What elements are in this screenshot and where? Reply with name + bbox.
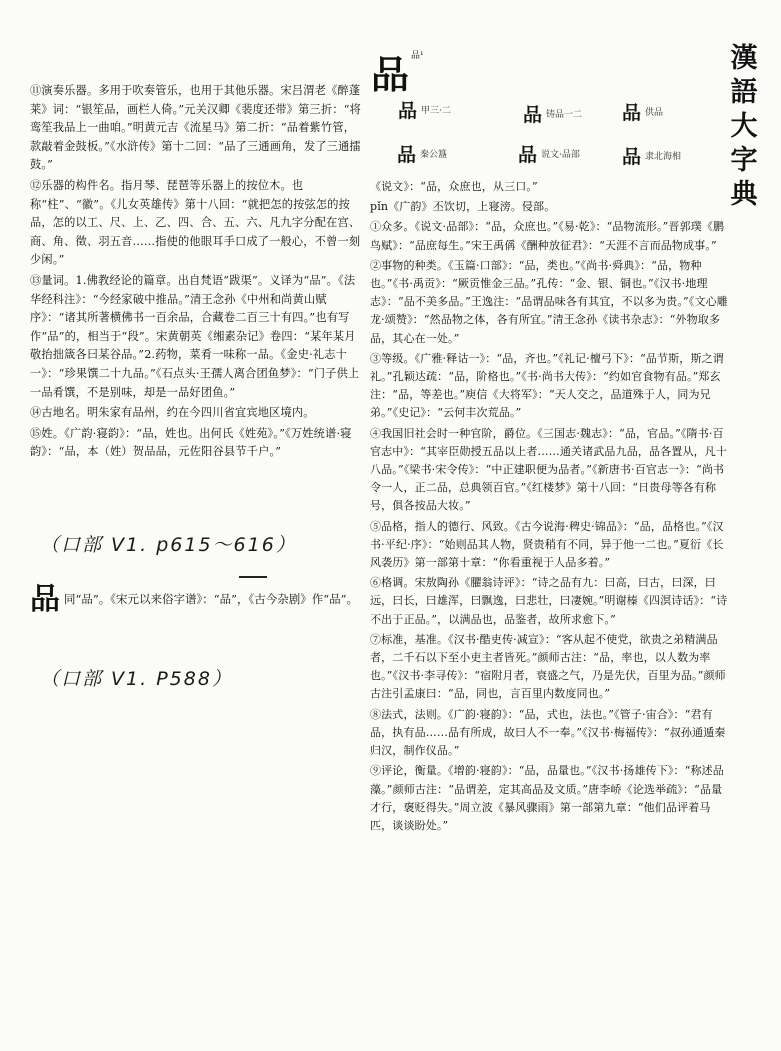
definition-paragraph: ⑧法式，法则。《广韵·寝韵》：“品，式也，法也。”《管子·宙合》：“君有品，执有品……品有所成，故曰人不一奉。”《汉书·梅福传》：“叔孙通遁秦归汉，制作仪品。” — [370, 707, 726, 758]
definition-paragraph: ⑪演奏乐器。多用于吹奏管乐，也用于其他乐器。宋吕渭老《醉蓬莱》词：“银笙品，画栏人倚。”元关汉卿《裴度还带》第三折：“将鸾笙我品上一曲咱。”明黄元吉《流星马》第二折：“品着紫竹管，款敲着金鼓板。”《水浒传》第十二回：“品了三通画角，发了三通擂鼓。” — [30, 84, 362, 172]
definition-paragraph: ③等级。《广雅·释诂一》：“品，齐也。”《礼记·檀弓下》：“品节斯，斯之谓礼。”孔颖达疏：“品，阶格也。”《书·尚书大传》：“约如官食物有品。”郑玄注：“品，等差也。”庾信《大将军》：“天人交之，品道殊于人，同为兄弟。”《史记》：“云何丰次荒品。” — [370, 351, 724, 420]
definition-paragraph: ⑥格调。宋敖陶孙《臞翁诗评》：“诗之品有九：曰高，曰古，曰深，曰远，曰长，曰雄浑，曰飘逸，曰悲壮，曰凄婉。”明谢榛《四溟诗话》：“诗不出于正品。”，以满品也，品鉴者，故所求愈下。” — [370, 576, 728, 626]
definition-paragraph: ④我国旧社会时一种官阶，爵位。《三国志·魏志》：“品，官品。”《隋书·百官志中》：“其宰臣勋授五品以上者……通关诸武品九品，品各置从，凡十八品。”《梁书·宋令传》：“中正建职便为品者。”《新唐书·百官志一》：“尚书令一人，正二品，总典领百官。”《红楼梦》第十八回：“日贵母等各有称号，俱各按品大妆。” — [370, 426, 728, 513]
title-char: 漢 — [730, 43, 758, 74]
definition-paragraph: ⑭古地名。明朱家有品州，约在今四川省宜宾地区境内。 — [30, 406, 315, 420]
right-column — [370, 178, 732, 837]
definition-paragraph: ⑬量词。1.佛教经论的篇章。出自梵语“跋渠”。义译为“品”。《法华经科注》：“今经家破中推品。”清王念孙《中州和尚黄山赋序》：“诸其所著横佛书一百余品，合藏卷二百三十有四。”也有写作“品”的，相当于“段”。宋黄朝英《缃素杂记》卷四：“某年某月敬抬拙箴各曰某谷品。”2.药物，菜肴一味称一品。《金史·礼志十一》：“珍果馔二十九品。”《石点头·王孺人离合团鱼梦》：“门子供上一品肴馔，不是别味，却是一品好团鱼。” — [30, 273, 360, 399]
glyph-form: 品 隶北海相 — [622, 146, 682, 168]
glyph-form: 品 供品 — [622, 102, 664, 124]
title-char: 典 — [730, 179, 758, 210]
definition-paragraph: ⑫乐器的构件名。指月琴、琵琶等乐器上的按位木。也称“柱”、“徽”。《儿女英雄传》第十八回：“就把怎的按弦怎的按品，怎的以工、尺、上、乙、四、合、五、六、凡九字分配在宫、商、角、徵、羽五音……指使的他眼耳手口成了一般心，不曾一刻少闲。” — [30, 178, 361, 267]
variant-definition: 同“品”。《宋元以来俗字谱》：“品”，《古今杂剧》作“品”。 — [64, 592, 359, 606]
variant-entry — [30, 582, 370, 617]
title-char: 字 — [730, 145, 758, 176]
variant-headword: 品 — [30, 582, 60, 617]
glyph-form: 品 甲三·二 — [398, 100, 451, 122]
definition-paragraph: ⑦标准，基准。《汉书·酷吏传·减宣》：“客从起不使党，欲贵之弟精满品者，二千石以下至小吏主者皆死。”颜师古注：“品，率也，以人数为率也。”《汉书·李寻传》：“宿附月者，衰盛之气，乃是先伏，百里为品。”颜师古注引孟康曰：“品，同也，言百里内数度同也。” — [370, 632, 726, 701]
glyph-form: 品 秦公簋 — [397, 144, 448, 166]
definition-paragraph: ⑮姓。《广韵·寝韵》：“品，姓也。出何氏《姓苑》。”《万姓统谱·寝韵》：“品，本（姓）贺品品，元佐阳谷县节千户。” — [30, 426, 352, 459]
handwritten-citation: （口部 V1. P588） — [40, 668, 233, 690]
headword-note: 品¹ — [411, 51, 424, 61]
left-column — [30, 82, 362, 464]
headword: 品 — [371, 52, 410, 97]
glyph-form: 品 说文·品部 — [518, 144, 580, 166]
handwritten-citation: （口部 V1. p615～616） — [40, 534, 297, 556]
definition-paragraph: ⑤品格，指人的德行、风致。《古今说海·稗史·锦品》：“品，品格也。”《汉书·平纪·序》：“始则品其人物，贤贵稍有不同，异于他一二也。”夏衍《长风袭历》第一部第十章：“你看重视于人品多着。” — [370, 519, 724, 570]
definition-paragraph: ②事物的种类。《玉篇·口部》：“品，类也。”《尚书·舜典》：“品，物种也。”《书·禹贡》：“厥贡惟金三品。”孔传：“金、银、铜也。”《汉书·地理志》：“品不美多品。”王逸注：“品谓品味各有其宜，不以多为贵。”《文心雕龙·颂赞》：“然品物之体，各有所宜。”清王念孙《读书杂志》：“外物取多品，其心在一处。” — [370, 258, 728, 345]
definition-paragraph: 《说文》：“品，众庶也，从三口。” — [370, 180, 538, 193]
definition-paragraph: ⑨评论，衡量。《增韵·寝韵》：“品，品量也。”《汉书·扬雄传下》：“称述品藻。”颜师古注：“品谓差，定其高品及文质。”唐李峤《论选举疏》：“品量才行，褒贬得失。”周立波《暴风骤雨》第一部第九章：“他们品评着马匹，谈谈盼处。” — [370, 764, 724, 832]
definition-paragraph: ①众多。《说文·品部》：“品，众庶也。”《易·乾》：“品物流形。”晋郭璞《鹏鸟赋》：“品庶每生。”宋王禹偁《酬种放征君》：“天涯不言而品物成事。” — [370, 220, 725, 252]
title-char: 大 — [730, 111, 758, 142]
glyph-form: 品 铸品一二 — [523, 104, 583, 126]
pronunciation-line: pǐn《广韵》丕饮切，上寝滂。侵部。 — [370, 200, 556, 214]
section-divider — [239, 576, 267, 578]
title-char: 語 — [730, 77, 758, 108]
